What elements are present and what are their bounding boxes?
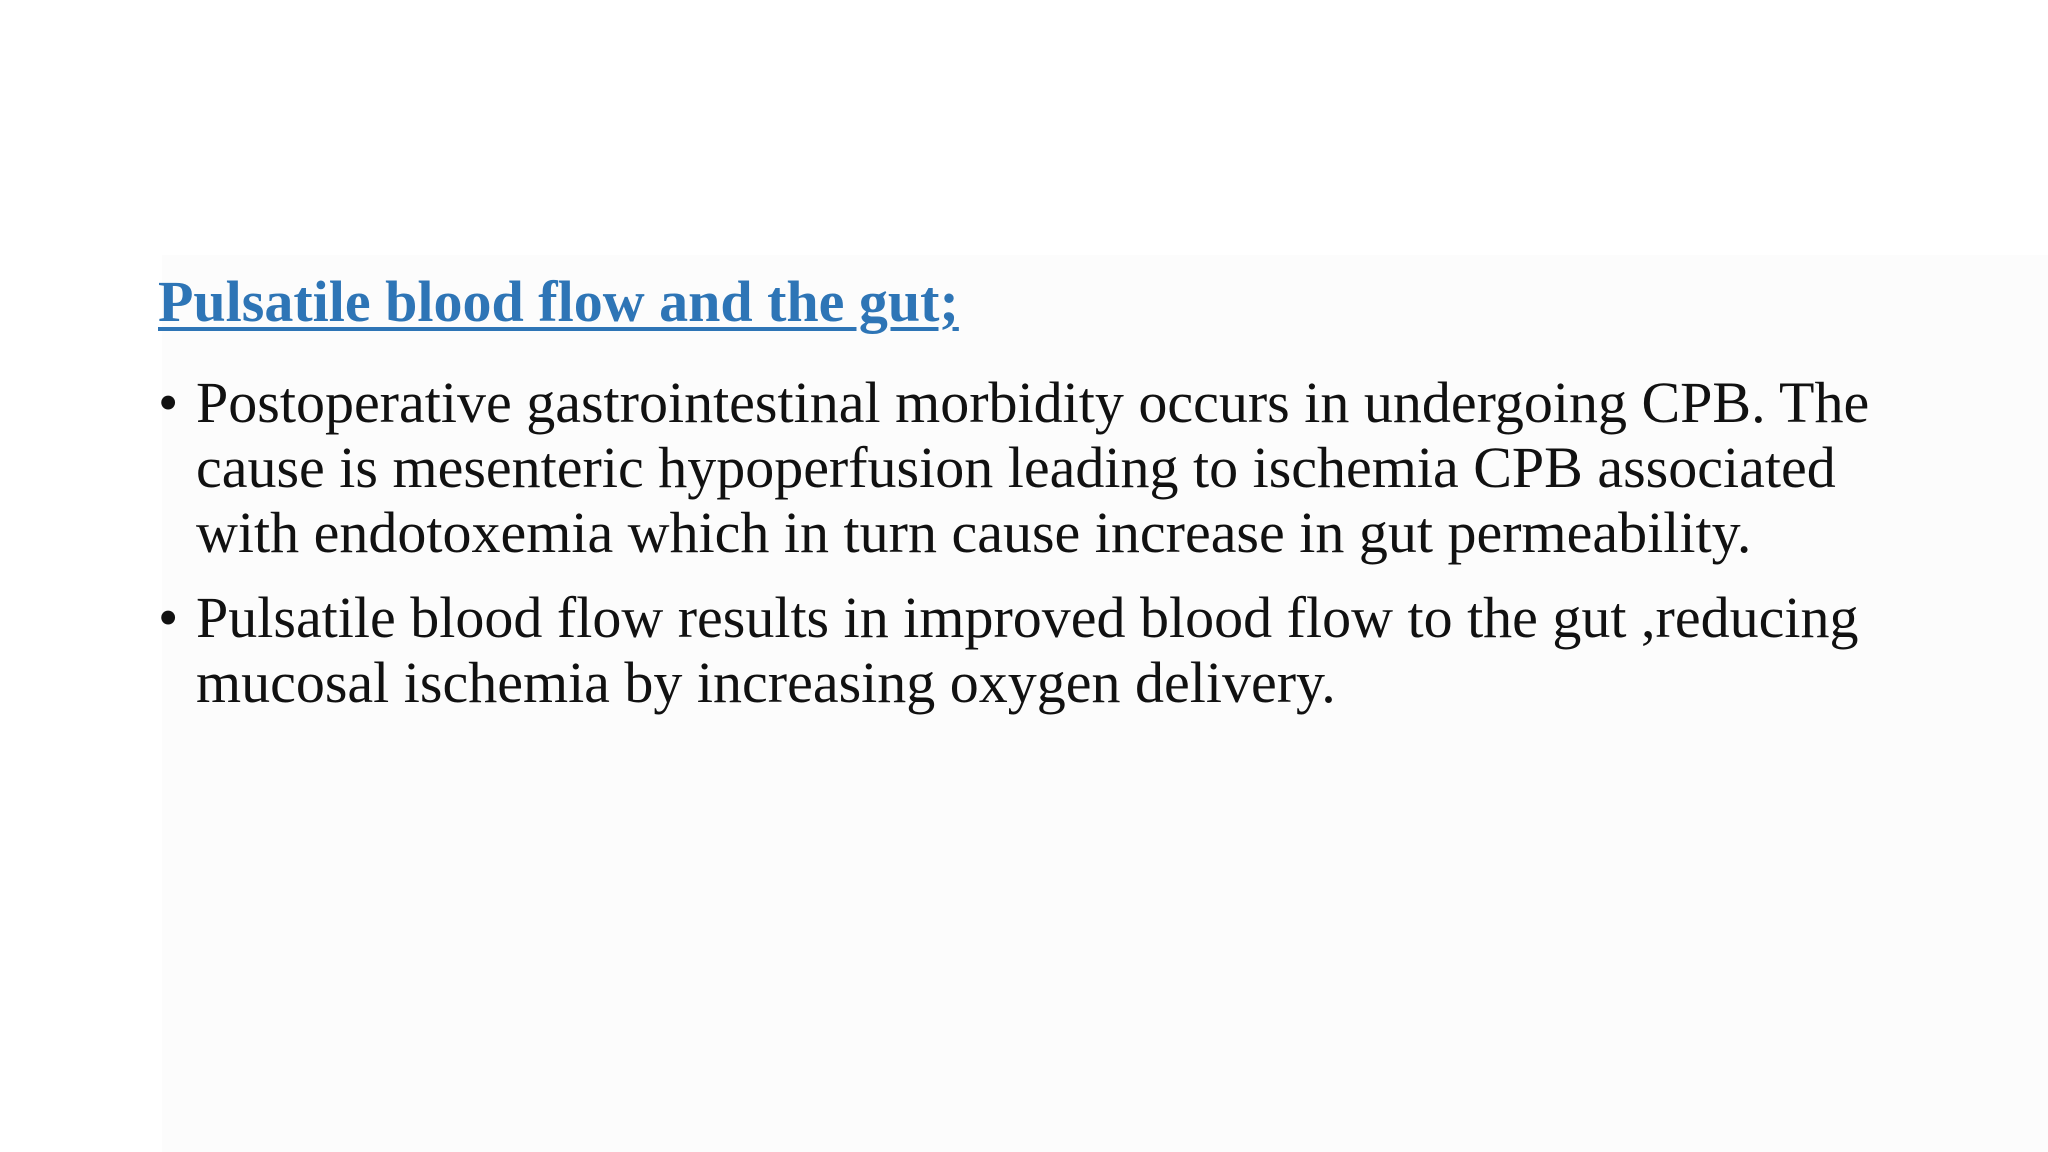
bullet-text: Pulsatile blood flow results in improved blood flow to the gut ,reducing mucosal ischemia by increasing oxygen delivery. [196,585,1859,715]
bullet-dot-icon: • [158,370,179,435]
slide-title: Pulsatile blood flow and the gut; [158,269,959,334]
bullet-item [158,370,1948,565]
bullet-list [158,370,1948,735]
bullet-text: Postoperative gastrointestinal morbidity occurs in undergoing CPB. The cause is mesenteric hypoperfusion leading to ischemia CPB associated with endotoxemia which in turn cause increase in gut permeability. [196,370,1870,565]
bullet-item [158,585,1948,715]
bullet-dot-icon: • [158,585,179,650]
